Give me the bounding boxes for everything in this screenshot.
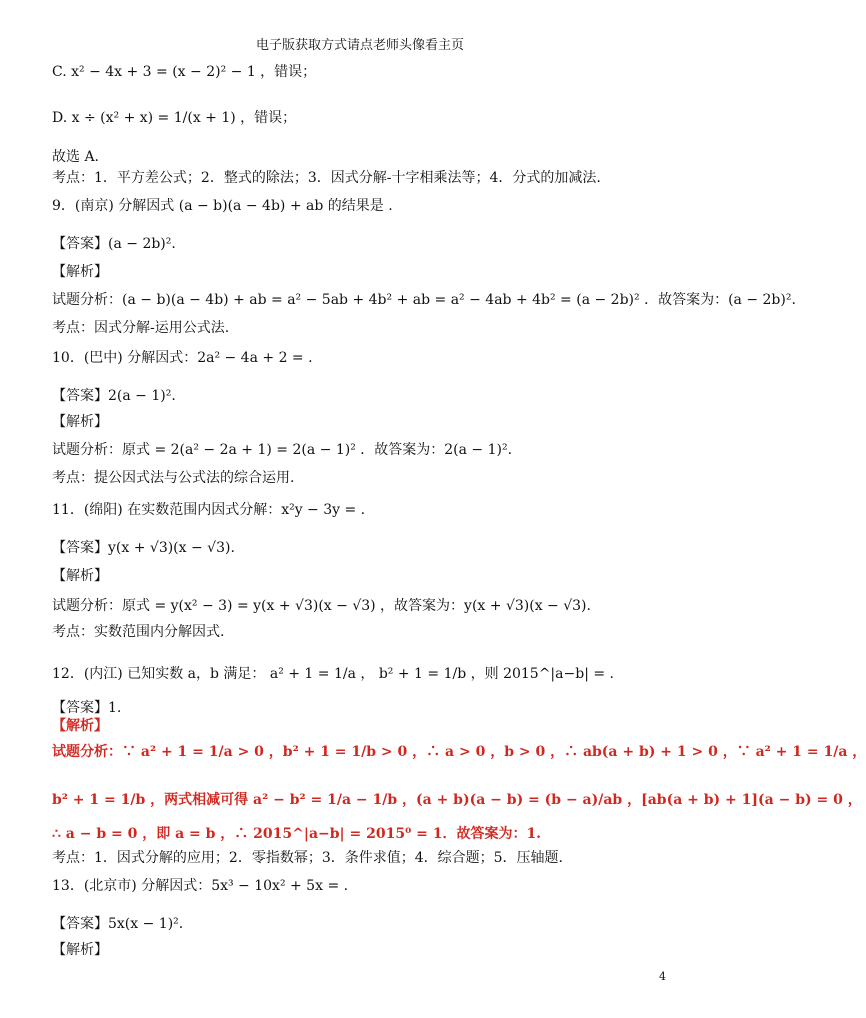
line-s11: 试题分析：原式 = y(x² − 3) = y(x + √3)(x − √3) ，故答案为：y(x + √3)(x − √3). (52, 598, 591, 614)
line-kd8: 考点：1．平方差公式；2．整式的除法；3．因式分解-十字相乘法等；4．分式的加减法. (52, 170, 601, 186)
line-s9: 试题分析：(a − b)(a − 4b) + ab = a² − 5ab + 4b² + ab = a² − 4ab + 4b² = (a − 2b)² ．故答案为：(a − 2b)². (52, 292, 796, 308)
page-header: 电子版获取方式请点老师头像看主页 (255, 38, 464, 53)
line-q11: 11．(绵阳) 在实数范围内因式分解：x²y − 3y = . (52, 502, 366, 518)
line-q13: 13．(北京市) 分解因式：5x³ − 10x² + 5x = . (52, 878, 349, 894)
line-k12: 考点：1．因式分解的应用；2．零指数幂；3．条件求值；4．综合题；5．压轴题. (52, 850, 563, 866)
line-s12c: ∴ a − b = 0 ，即 a = b ，∴ 2015^|a−b| = 2015⁰ = 1．故答案为：1. (52, 826, 542, 842)
line-d: D. x ÷ (x² + x) = 1/(x + 1) ，错误； (52, 110, 297, 126)
line-j13: 【解析】 (52, 942, 108, 958)
line-a12: 【答案】1. (52, 700, 122, 716)
line-a13: 【答案】5x(x − 1)². (52, 916, 184, 932)
line-q12: 12．(内江) 已知实数 a，b 满足： a² + 1 = 1/a ， b² + 1 = 1/b ，则 2015^|a−b| = . (52, 666, 614, 682)
line-j9: 【解析】 (52, 264, 108, 280)
line-k10: 考点：提公因式法与公式法的综合运用. (52, 470, 295, 486)
page-number: 4 (659, 970, 666, 983)
line-c: C. x² − 4x + 3 = (x − 2)² − 1 ，错误； (52, 64, 317, 80)
line-j11: 【解析】 (52, 568, 108, 584)
line-s10: 试题分析：原式 = 2(a² − 2a + 1) = 2(a − 1)² ．故答案为：2(a − 1)². (52, 442, 513, 458)
line-k9: 考点：因式分解-运用公式法. (52, 320, 230, 336)
line-j10: 【解析】 (52, 414, 108, 430)
line-s12b: b² + 1 = 1/b ，两式相减可得 a² − b² = 1/a − 1/b ，(a + b)(a − b) = (b − a)/ab ，[ab(a + b) + 1](a − b) = 0 ， (52, 792, 862, 808)
line-q9: 9．(南京) 分解因式 (a − b)(a − 4b) + ab 的结果是 . (52, 198, 393, 214)
line-q10: 10．(巴中) 分解因式：2a² − 4a + 2 = . (52, 350, 313, 366)
line-s12a: 试题分析：∵ a² + 1 = 1/a > 0 ，b² + 1 = 1/b > 0 ，∴ a > 0 ，b > 0 ，∴ ab(a + b) + 1 > 0 ，∵ a² + 1 = 1/a ， (52, 744, 866, 760)
line-j12: 【解析】 (52, 718, 108, 734)
line-a9: 【答案】(a − 2b)². (52, 236, 176, 252)
line-a10: 【答案】2(a − 1)². (52, 388, 176, 404)
line-choose: 故选 A. (52, 149, 100, 165)
line-a11: 【答案】y(x + √3)(x − √3). (52, 540, 235, 556)
line-k11: 考点：实数范围内分解因式. (52, 624, 225, 640)
